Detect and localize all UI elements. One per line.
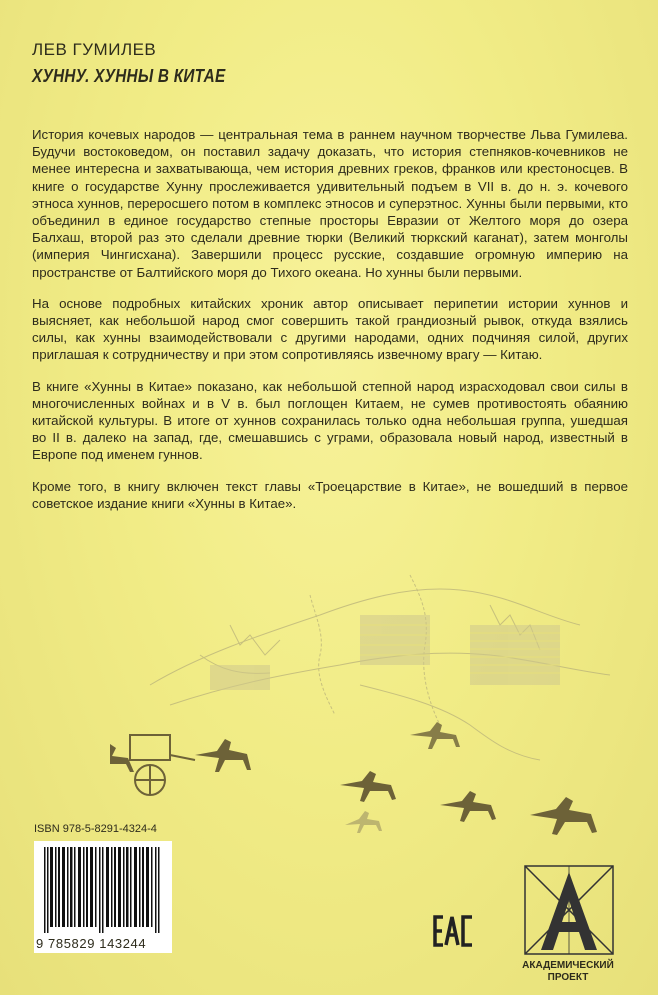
publisher-name-line2: ПРОЕКТ [547,972,589,983]
barcode-bars [38,847,168,933]
annotation-text [32,126,628,526]
paragraph-1: История кочевых народов — центральная тема в раннем научном творчестве Льва Гумилева. Будучи востоковедом, он поставил задачу доказать, что история степняков-кочевников не менее интересна и захватывающа, чем история древних греков, франков или крестоносцев. В книге о государстве Хунну прослеживается удивительный подъем в VII в. до н. э. кочевого этноса хуннов, переросшего потом в комплекс этносов и суперэтнос. Хунны были первыми, кто объединил в единое государство степные просторы Евразии от Желтого моря до озера Балхаш, второй раз это сделали древние тюрки (Великий тюркский каганат), затем монголы (империя Чингисхана). Завершили процесс русские, создавшие огромную империю на пространстве от Балтийского моря до Тихого океана. Но хунны были первыми. [32,127,628,280]
publisher-name [512,960,624,984]
book-title: ХУННУ. ХУННЫ В КИТАЕ [32,66,226,86]
isbn-label: ISBN 978-5-8291-4324-4 [34,823,157,835]
paragraph-4: Кроме того, в книгу включен текст главы «Троецарствие в Китае», не вошедший в первое советское издание книги «Хунны в Китае». [32,478,628,511]
paragraph-3: В книге «Хунны в Китае» показано, как небольшой степной народ израсходовал свои силы в многочисленных войнах и в V в. был поглощен Китаем, не сумев противостоять обаянию китайской культуры. В итоге от хуннов сохранилась только одна небольшая группа, ушедшая во II в. далеко на запад, где, смешавшись с уграми, образовала новый народ, известный в Европе под именем гуннов. [32,378,628,463]
eac-mark-icon [432,913,474,949]
barcode [34,841,172,953]
map-illustration [110,555,650,875]
author-name: ЛЕВ ГУМИЛЕВ [32,40,157,59]
paragraph-2: На основе подробных китайских хроник автор описывает перипетии истории хуннов и выясняет, как небольшой народ смог совершить такой грандиозный рывок, откуда взялись силы, как хунны взаимодействовали с другими народами, одних подчиняя силой, других приглашая к сотрудничеству и при этом сопротивляясь извечному врагу — Китаю. [32,295,628,363]
barcode-number: 9 785829 143244 [36,936,147,951]
publisher-logo-icon [521,862,617,958]
publisher-name-line1: АКАДЕМИЧЕСКИЙ [522,960,614,971]
